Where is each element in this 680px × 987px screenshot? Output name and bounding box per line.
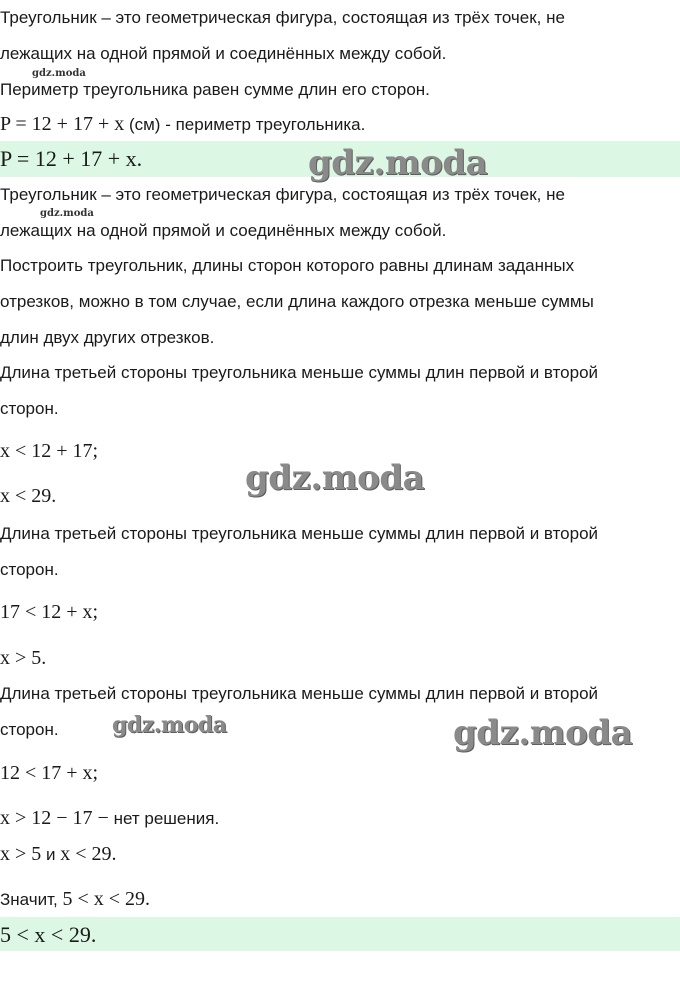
no-solution-text: нет решения. [113, 809, 220, 828]
perimeter-caption: - периметр треугольника. [165, 115, 366, 134]
answer-2: 5 < x < 29. [0, 922, 97, 947]
text-line: отрезков, можно в том случае, если длина каждого отрезка меньше суммы [0, 292, 594, 311]
combined-line [0, 844, 680, 865]
inequality: 12 < 17 + x; [0, 762, 99, 784]
text-line: Треугольник – это геометрическая фигура, состоящая из трёх точек, не [0, 185, 565, 204]
watermark: gdz.moda [245, 458, 425, 498]
perimeter-formula: P = 12 + 17 + x [0, 113, 125, 135]
rule-line: Длина третьей стороны треугольника меньше суммы длин первой и второй [0, 684, 599, 703]
inequality: x < 29. [0, 485, 57, 507]
conjunction: и [46, 845, 56, 864]
inequality: x < 12 + 17; [0, 440, 99, 462]
inequality: x > 5. [0, 647, 47, 669]
inequality: x > 12 − 17 − [0, 807, 109, 829]
inequality-left: x > 5 [0, 843, 42, 865]
perimeter-unit: (см) [128, 115, 161, 134]
answer-highlight [0, 917, 680, 951]
perimeter-line [0, 114, 680, 135]
text-line: длин двух других отрезков. [0, 328, 215, 347]
inequality: 17 < 12 + x; [0, 601, 99, 623]
conclusion-expr: 5 < x < 29. [62, 888, 151, 910]
watermark: gdz.moda [453, 713, 633, 753]
text-line: Построить треугольник, длины сторон которого равны длинам заданных [0, 256, 575, 275]
text-line: лежащих на одной прямой и соединённых между собой. [0, 44, 447, 63]
rule-line: сторон. [0, 560, 59, 579]
text-line: лежащих на одной прямой и соединённых между собой. [0, 221, 447, 240]
answer-1: P = 12 + 17 + x. [0, 146, 143, 171]
watermark-small: gdz.moda [40, 208, 94, 219]
inequality-line [0, 808, 680, 829]
rule-line: сторон. [0, 720, 59, 739]
conclusion-word: Значит, [0, 890, 58, 909]
text-line: Треугольник – это геометрическая фигура, состоящая из трёх точек, не [0, 8, 565, 27]
watermark: gdz.moda [112, 712, 227, 738]
inequality-right: x < 29. [60, 843, 117, 865]
watermark-small: gdz.moda [32, 68, 86, 79]
text-line: Периметр треугольника равен сумме длин его сторон. [0, 80, 430, 99]
watermark: gdz.moda [308, 143, 488, 183]
conclusion-line [0, 889, 680, 910]
rule-line: Длина третьей стороны треугольника меньше суммы длин первой и второй [0, 363, 599, 382]
rule-line: Длина третьей стороны треугольника меньше суммы длин первой и второй [0, 524, 599, 543]
rule-line: сторон. [0, 399, 59, 418]
